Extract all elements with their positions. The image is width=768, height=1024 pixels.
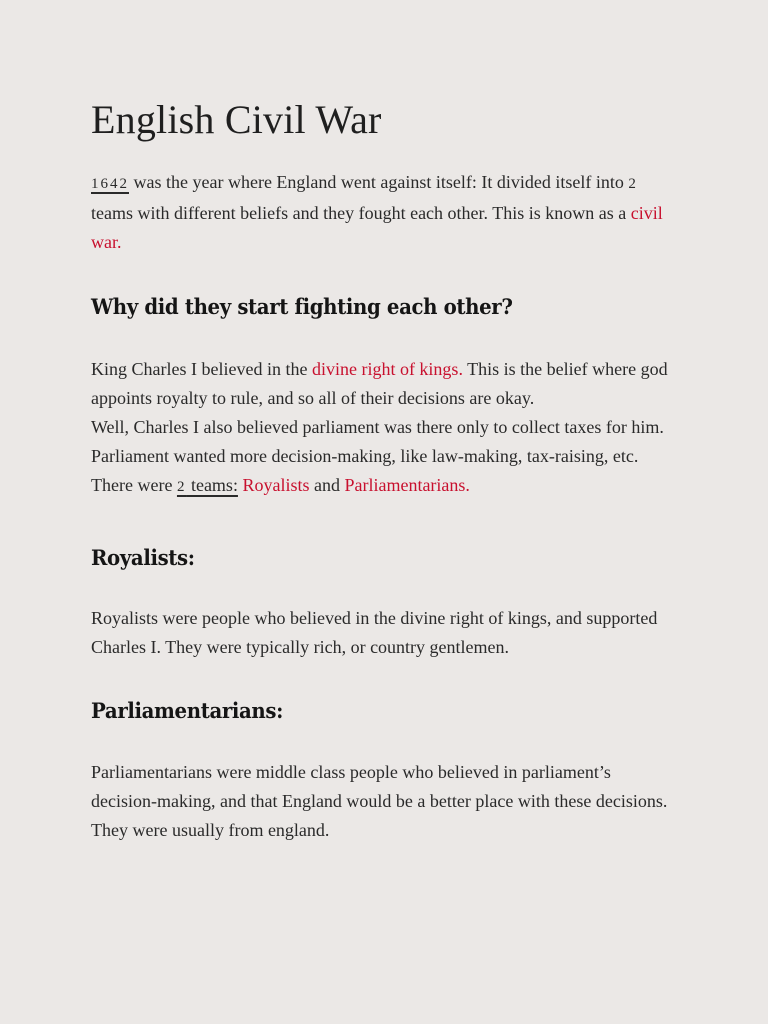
intro-paragraph [91,168,678,257]
why-line2: Well, Charles I also believed parliament was there only to collect taxes for him. Parliament wanted more decision-making, like law-making, tax-raising, etc. [91,417,664,466]
royalists-heading: Royalists: [91,545,195,570]
divine-right-term: divine right of kings. [311,359,463,379]
why-line1-a: King Charles I believed in the [91,359,312,379]
intro-text-2: teams with different beliefs and they fought each other. This is known as a [91,203,631,223]
why-heading: Why did they start fighting each other? [91,294,513,319]
intro-number: 2 [628,176,638,192]
two-teams-underlined [177,475,238,495]
teams-label: teams: [186,475,238,495]
parliamentarians-term: Parliamentarians. [344,475,470,495]
year-underlined: 1642 [91,176,129,192]
parliamentarians-paragraph: Parliamentarians were middle class people who believed in parliament’s decision-making, and that England would be a better place with these decisions. They were usually from england. [91,762,668,840]
intro-text-1: was the year where England went against itself: It divided itself into [129,172,629,192]
why-line1-b: This is the belief where god appoints royalty to rule, and so all of their decisions are okay. [91,359,668,408]
and-text: and [309,475,345,495]
royalists-term: Royalists [242,475,310,495]
why-paragraph [91,355,678,502]
parliamentarians-heading: Parliamentarians: [91,698,284,723]
why-line3-a: There were [91,475,177,495]
teams-number: 2 [176,479,187,495]
civil-war-term: civil war. [91,203,663,252]
page-title: English Civil War [91,97,382,142]
royalists-paragraph: Royalists were people who believed in the divine right of kings, and supported Charles I. They were typically rich, or country gentlemen. [91,608,658,657]
